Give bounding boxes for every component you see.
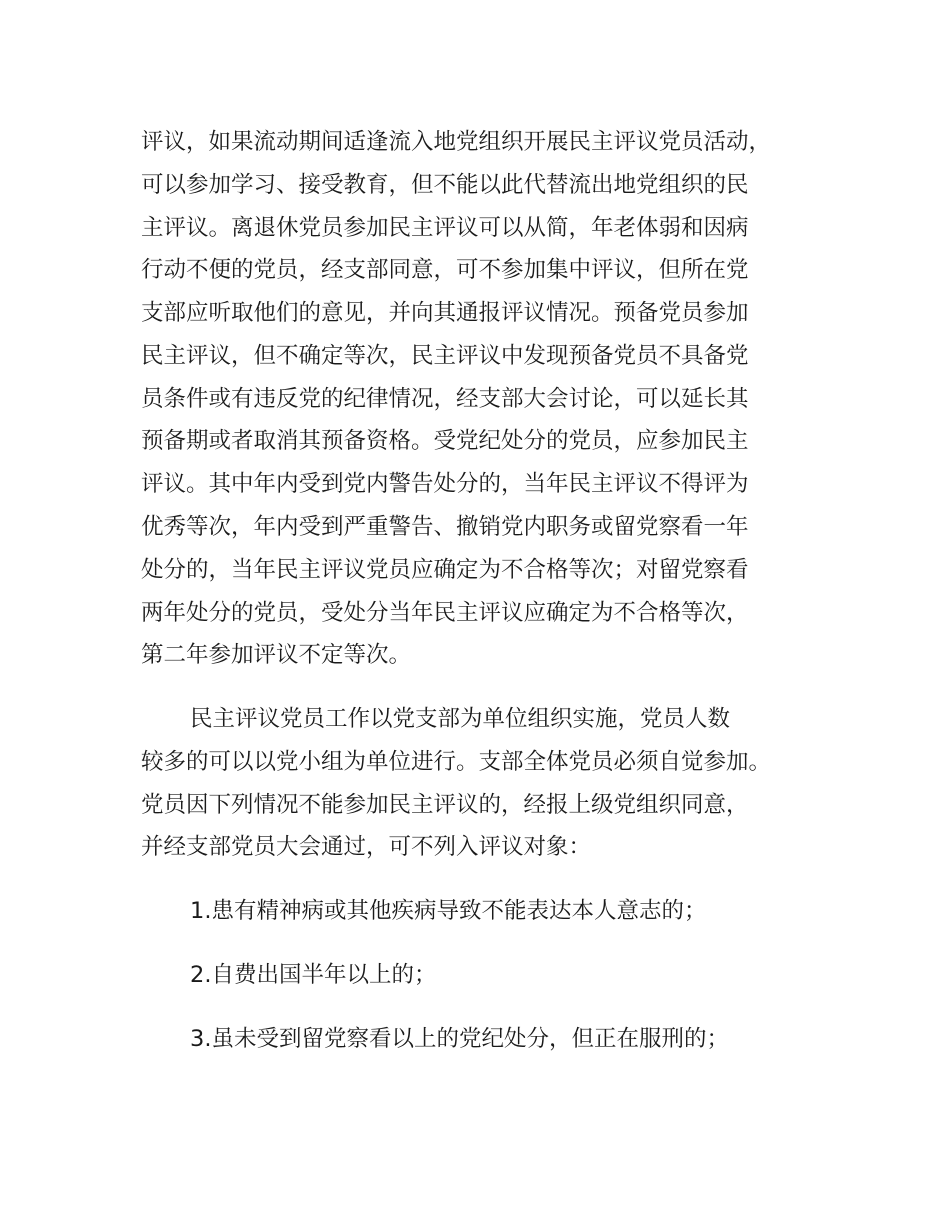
paragraph-1-line-2: 可以参加学习、接受教育，但不能以此代替流出地党组织的民	[141, 172, 749, 198]
paragraph-1-line-7: 员条件或有违反党的纪律情况，经支部大会讨论，可以延长其	[141, 386, 749, 412]
paragraph-1-line-12: 两年处分的党员，受处分当年民主评议应确定为不合格等次，	[141, 600, 749, 626]
paragraph-1-line-8: 预备期或者取消其预备资格。受党纪处分的党员，应参加民主	[141, 428, 749, 454]
paragraph-2-line-4: 并经支部党员大会通过，可不列入评议对象：	[141, 834, 592, 860]
paragraph-2-line-2: 较多的可以以党小组为单位进行。支部全体党员必须自觉参加。	[141, 749, 772, 775]
paragraph-2-line-1: 民主评议党员工作以党支部为单位组织实施，党员人数	[190, 706, 731, 732]
paragraph-1-line-9: 评议。其中年内受到党内警告处分的，当年民主评议不得评为	[141, 471, 749, 497]
list-item-3: 3.虽未受到留党察看以上的党纪处分，但正在服刑的；	[190, 1026, 729, 1052]
paragraph-1-line-10: 优秀等次，年内受到严重警告、撤销党内职务或留党察看一年	[141, 514, 749, 540]
paragraph-1-line-13: 第二年参加评议不定等次。	[141, 642, 412, 668]
paragraph-1-line-11: 处分的，当年民主评议党员应确定为不合格等次；对留党察看	[141, 557, 749, 583]
paragraph-1-line-3: 主评议。离退休党员参加民主评议可以从简，年老体弱和因病	[141, 215, 749, 241]
paragraph-2-line-3: 党员因下列情况不能参加民主评议的，经报上级党组织同意，	[141, 792, 749, 818]
paragraph-1-line-5: 支部应听取他们的意见，并向其通报评议情况。预备党员参加	[141, 300, 749, 326]
list-item-2: 2.自费出国半年以上的；	[190, 962, 437, 988]
paragraph-1-line-1: 评议，如果流动期间适逢流入地党组织开展民主评议党员活动，	[141, 129, 772, 155]
list-item-1: 1.患有精神病或其他疾病导致不能表达本人意志的；	[190, 898, 707, 924]
paragraph-1-line-4: 行动不便的党员，经支部同意，可不参加集中评议，但所在党	[141, 257, 749, 283]
paragraph-1-line-6: 民主评议，但不确定等次，民主评议中发现预备党员不具备党	[141, 343, 749, 369]
